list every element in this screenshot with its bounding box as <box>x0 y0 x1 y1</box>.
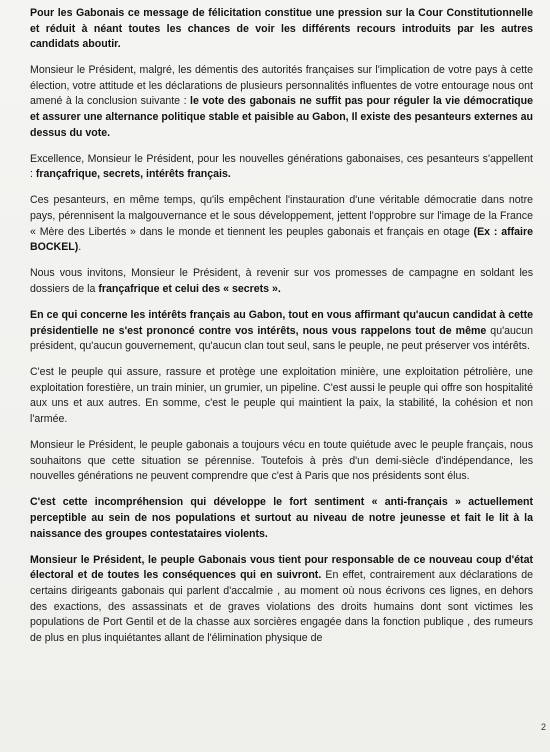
paragraph-7-run-1: C'est le peuple qui assure, rassure et protège une exploitation minière, une exploitation pétrolière, une exploitation forestière, un train minier, un grumier, un pipeline. C'est aussi le peuple qui offre son hospitalité aux uns et aux autres. En somme, c'est le peuple qui maintient la paix, la stabilité, la cohésion et non l'armée. <box>30 366 533 426</box>
paragraph-2 <box>30 63 533 141</box>
paragraph-6-run-1: En ce qui concerne les intérêts français au Gabon, tout en vous affirmant qu'aucun candidat à cette présidentielle ne s'est prononcé contre vos intérêts, nous vous rappelons tout de même <box>30 309 533 337</box>
paragraph-5 <box>30 266 533 297</box>
paragraph-7 <box>30 365 533 427</box>
page-number: 2 <box>540 722 546 732</box>
paragraph-8-run-1: Monsieur le Président, le peuple gabonais a toujours vécu en toute quiétude avec le peuple français, nous souhaitons que cette situation se pérennise. Toutefois à près d'un demi-siècle d'indépendance, les nouvelles générations ne peuvent comprendre que c'est à Paris que nos présidents sont élus. <box>30 439 533 483</box>
paragraph-3-run-1: Excellence, Monsieur le Président, pour les nouvelles générations gabonaises, ces pesanteurs s'appellent : <box>30 152 533 181</box>
paragraph-4 <box>30 193 533 255</box>
paragraph-10-run-1: Monsieur le Président, le peuple Gabonais vous tient pour responsable de ce nouveau coup d'état électoral et de toutes les conséquences qui en suivront. <box>30 553 533 582</box>
letter-body <box>30 6 533 657</box>
paragraph-3-run-2: françafrique, secrets, intérêts français. <box>35 168 231 181</box>
paragraph-1 <box>30 6 533 53</box>
paragraph-2-run-2: le vote des gabonais ne suffit pas pour réguler la vie démocratique et assurer une alternance politique stable et paisible au Gabon, Il existe des pesanteurs externes au dessus du vote. <box>30 95 533 139</box>
paragraph-5-run-2: françafrique et celui des « secrets ». <box>98 282 281 295</box>
paragraph-8 <box>30 438 533 485</box>
paragraph-9 <box>30 495 533 542</box>
paragraph-10-run-2: En effet, contrairement aux déclarations de certains dirigeants gabonais qui parlent d'accalmie , au moment où nous écrivons ces lignes, en dehors des exactions, des assassinats et de graves violations des droits humains dont sont victimes les populations de Port Gentil et de la chasse aux sorcières engagée dans la fonction publique , des rumeurs de plus en plus inquiétantes allant de l'élimination physique de <box>30 569 533 644</box>
paragraph-1-run-1: Pour les Gabonais ce message de félicitation constitue une pression sur la Cour Constitutionnelle et réduit à néant toutes les chances de voir les différents recours introduits par les autres candidats aboutir. <box>30 7 533 51</box>
paragraph-9-run-1: C'est cette incompréhension qui développe le fort sentiment « anti-français » actuellement perceptible au sein de nos populations et surtout au niveau de notre jeunesse et fait le lit à la naissance des groupes contestataires violents. <box>30 496 533 540</box>
paragraph-2-run-1: Monsieur le Président, malgré, les démentis des autorités françaises sur l'implication de votre pays à cette élection, votre attitude et les déclarations de plusieurs personnalités influentes de votre entourage nous ont amené à la conclusion suivante : <box>30 64 533 108</box>
paragraph-4-run-3: . <box>78 241 82 254</box>
paragraph-5-run-1: Nous vous invitons, Monsieur le Président, à revenir sur vos promesses de campagne en soldant les dossiers de la <box>30 267 533 295</box>
paragraph-10 <box>30 553 533 647</box>
paragraph-6-run-2: qu'aucun président, qu'aucun gouvernement, qu'aucun clan tout seul, sans le peuple, ne peut préserver vos intérêts. <box>30 324 533 353</box>
paragraph-4-run-1: Ces pesanteurs, en même temps, qu'ils empêchent l'instauration d'une véritable démocratie dans notre pays, pérennisent la malgouvernance et le sous développement, jettent l'opprobre sur l'image de la France « Mère des Libertés » dans le monde et tiennent les peuples gabonais et français en otage <box>30 194 533 238</box>
paragraph-6 <box>30 308 533 355</box>
paragraph-3 <box>30 152 533 183</box>
paragraph-4-run-2: (Ex : affaire BOCKEL) <box>30 225 533 254</box>
